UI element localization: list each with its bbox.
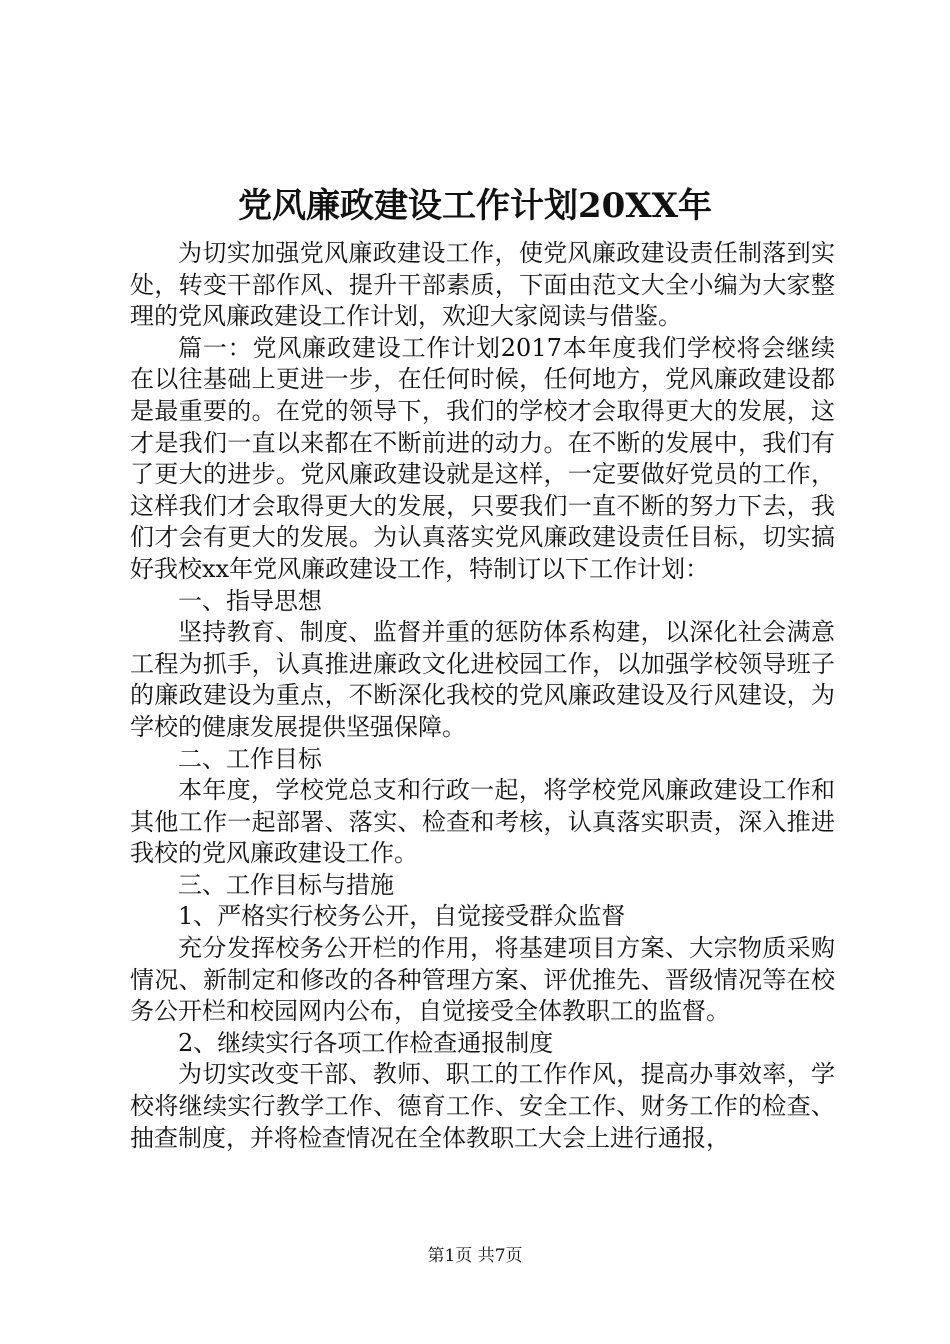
document-body: [130, 238, 835, 1154]
paragraph-guiding-ideology: 坚持教育、制度、监督并重的惩防体系构建，以深化社会满意工程为抓手，认真推进廉政文化进校园工作，以加强学校领导班子的廉政建设为重点，不断深化我校的党风廉政建设及行风建设，为学校的健康发展提供坚强保障。: [130, 618, 835, 741]
paragraph-inspection-reporting: 为切实改变干部、教师、职工的工作作风，提高办事效率，学校将继续实行教学工作、德育工作、安全工作、财务工作的检查、抽查制度，并将检查情况在全体教职工大会上进行通报，: [130, 1060, 835, 1152]
section-heading-guiding-ideology: 一、指导思想: [178, 586, 322, 615]
section-heading-work-goals: 二、工作目标: [178, 744, 322, 773]
section-heading-goals-and-measures: 三、工作目标与措施: [178, 870, 394, 899]
paragraph-part-one: 篇一：党风廉政建设工作计划2017本年度我们学校将会继续在以往基础上更进一步，在任何时候，任何地方，党风廉政建设都是最重要的。在党的领导下，我们的学校才会取得更大的发展，这才是我们一直以来都在不断前进的动力。在不断的发展中，我们有了更大的进步。党风廉政建设就是这样，一定要做好党员的工作，这样我们才会取得更大的发展，只要我们一直不断的努力下去，我们才会有更大的发展。为认真落实党风廉政建设责任目标，切实搞好我校xx年党风廉政建设工作，特制订以下工作计划：: [130, 333, 835, 583]
paragraph-school-affairs-disclosure: 充分发挥校务公开栏的作用，将基建项目方案、大宗物质采购情况、新制定和修改的各种管理方案、评优推先、晋级情况等在校务公开栏和校园网内公布，自觉接受全体教职工的监督。: [130, 934, 835, 1026]
paragraph-work-goals: 本年度，学校党总支和行政一起，将学校党风廉政建设工作和其他工作一起部署、落实、检查和考核，认真落实职责，深入推进我校的党风廉政建设工作。: [130, 776, 835, 868]
subheading-school-affairs-disclosure: 1、严格实行校务公开，自觉接受群众监督: [178, 902, 626, 931]
paragraph-intro: 为切实加强党风廉政建设工作，使党风廉政建设责任制落到实处，转变干部作风、提升干部素质，下面由范文大全小编为大家整理的党风廉政建设工作计划，欢迎大家阅读与借鉴。: [130, 239, 835, 331]
page-number-footer: 第1页 共7页: [427, 1246, 523, 1266]
subheading-inspection-reporting: 2、继续实行各项工作检查通报制度: [178, 1028, 554, 1057]
page-title: 党风廉政建设工作计划20XX年: [237, 186, 713, 226]
